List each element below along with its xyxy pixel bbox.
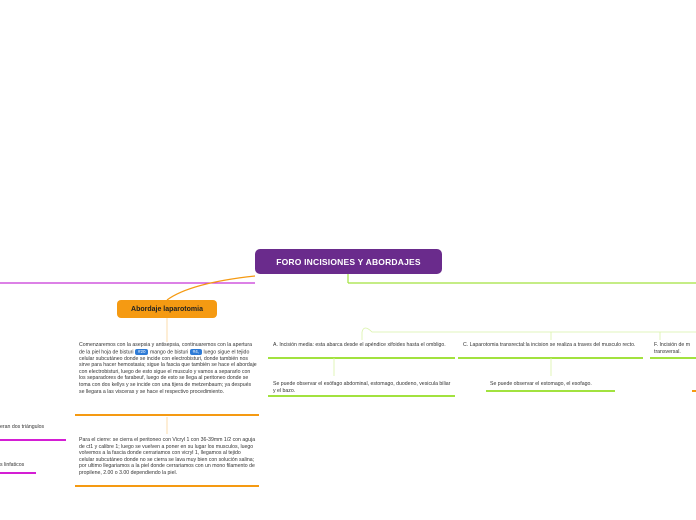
left-item1-text: eran dos triángulos bbox=[0, 424, 45, 430]
incision-c-text: C. Laparotomia transrectal:la incision se realiza a traves del musculo recto. bbox=[463, 342, 636, 348]
procedure-part3: luego sigue el tejido celular subcutáneo donde se incide con electrobisturi, donde también nos sirve para hacer hemostasia; sigue la fascia que también se hace el abordaje con electrobisturi, luego de esto sigue el musculo y vamos a separarlo con los separadores de farabeuf, luego de esto se llega al peritoneo donde se toma con dos kellys y se incide con una tijera de metzenbaum; ya después se llegara a las visceras y se hace el respectivo procedimiento. bbox=[79, 348, 257, 395]
topic-left-linfaticos[interactable] bbox=[0, 462, 36, 469]
note-procedure[interactable] bbox=[79, 342, 257, 395]
topic-laparotomia-transrectal[interactable] bbox=[463, 342, 641, 349]
closure-text: Para el cierre: se cierra el peritoneo con Vicryl 1 con 36-39mm 1/2 con aguja de ct1 y calibre 1; luego se vuelven a poner en su lugar los musculos, luego volvemos a la fascia donde cerrariamos con vicryl 1, llegamos al tejido celular subcutáneo donde no se cierra se lava muy bien con solución salina; por ultimo llegariamos a la piel donde cerrariamos con un mono filamento de propilene, 2.00 o 3.00 dependiendo la piel. bbox=[79, 437, 256, 476]
incision-c-detail: Se puede observar el estomago, el esofago. bbox=[490, 381, 592, 387]
topic-incision-media[interactable] bbox=[273, 342, 451, 349]
procedure-part1: Comenzaremos con la asepsia y antisepsia, continuaremos con la apertura de la piel hoja de bisturi bbox=[79, 342, 253, 355]
topic-abordaje-laparotomia[interactable] bbox=[117, 300, 217, 318]
incision-f-text: F. Incisión de m transversal. bbox=[654, 342, 691, 355]
topic-laparotomia-transrectal-detail[interactable] bbox=[490, 381, 620, 388]
left-item2-text: s linfaticos bbox=[0, 462, 25, 468]
incision-a-text: A. Incisión media: esta abarca desde el apéndice xifoides hasta el ombligo. bbox=[273, 342, 446, 348]
incision-a-detail: Se puede observar el esófago abdominal, estomago, duodeno, vesicula biliar y el bazo. bbox=[273, 381, 451, 394]
central-topic-title: FORO INCISIONES Y ABORDAJES bbox=[276, 256, 421, 267]
topic-incision-media-detail[interactable] bbox=[273, 381, 453, 394]
topic-incision-transversal[interactable] bbox=[654, 342, 696, 355]
procedure-part2: mango de bisturi bbox=[149, 348, 189, 355]
note-closure[interactable] bbox=[79, 437, 257, 477]
topic-abordaje-label: Abordaje laparotomia bbox=[131, 305, 203, 313]
central-topic[interactable] bbox=[255, 249, 442, 274]
tag-20[interactable]: #20 bbox=[135, 349, 149, 355]
tag-4[interactable]: #4, bbox=[190, 349, 202, 355]
topic-left-triangulos[interactable] bbox=[0, 424, 66, 431]
